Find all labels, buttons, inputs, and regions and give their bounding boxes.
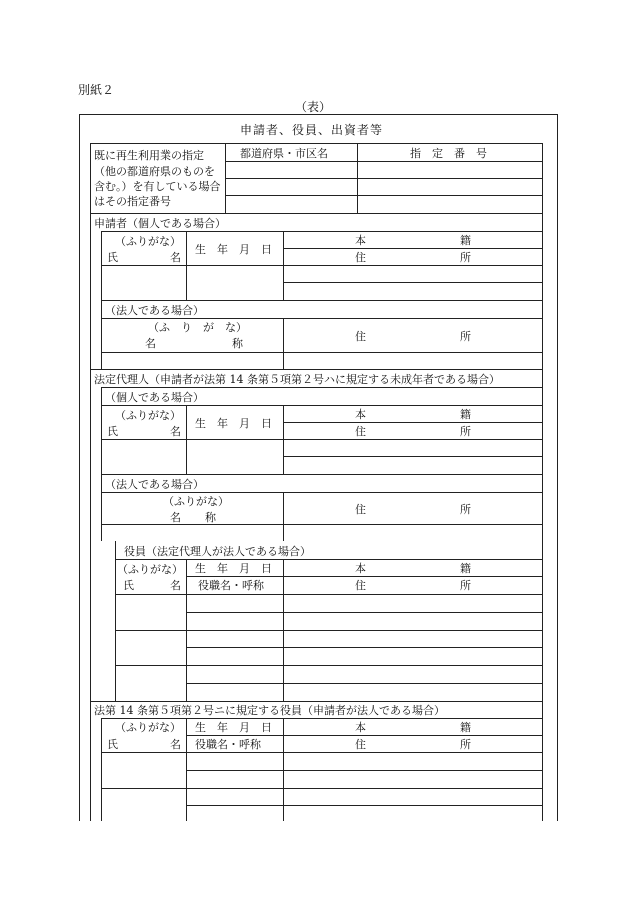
existing-desc-line4: はその指定番号 — [94, 195, 171, 208]
side-label: （表） — [295, 100, 332, 114]
applicant-corporate-furigana: （ふ り が な） — [148, 321, 247, 334]
applicant-name-mei: 名 — [170, 251, 181, 264]
applicant-corporate-name-sho: 称 — [232, 337, 243, 350]
officers-ni-domicile-seki: 籍 — [460, 721, 471, 734]
legal-rep-domicile-seki: 籍 — [460, 408, 471, 421]
applicant-address-sho: 所 — [460, 251, 471, 264]
designation-number-input-3[interactable] — [358, 196, 541, 212]
legal-rep-domicile-input[interactable] — [284, 440, 542, 455]
officers-ni-birthdate: 生 年 月 日 — [195, 721, 272, 734]
designation-pref-input-2[interactable] — [226, 179, 356, 194]
legal-rep-corporate-furigana: （ふりがな） — [163, 495, 229, 508]
legal-rep-furigana: （ふりがな） — [115, 409, 181, 422]
applicant-heading: 申請者（個人である場合） — [94, 217, 226, 230]
officers-ni-row-2[interactable] — [102, 789, 542, 820]
applicant-name-input[interactable] — [102, 266, 185, 299]
legal-rep-address-sho: 所 — [460, 425, 471, 438]
existing-desc-line2: （他の都道府県のものを — [94, 165, 215, 178]
col-prefecture: 都道府県・市区名 — [240, 147, 328, 160]
legal-rep-officer-address-sho: 所 — [460, 579, 471, 592]
legal-rep-officer-address-ju: 住 — [355, 579, 366, 592]
legal-rep-heading: 法定代理人（申請者が法第 14 条第５項第２号ハに規定する未成年者である場合） — [94, 373, 500, 386]
officers-ni-heading: 法第 14 条第５項第２号ニに規定する役員（申請者が法人である場合） — [94, 704, 445, 717]
legal-rep-officer-domicile-seki: 籍 — [460, 562, 471, 575]
applicant-corporate-address-ju: 住 — [355, 330, 366, 343]
applicant-corporate-address-input[interactable] — [284, 353, 542, 368]
applicant-corporate-heading: （法人である場合） — [105, 304, 204, 317]
applicant-address-input[interactable] — [284, 283, 542, 299]
legal-rep-officer-row-3[interactable] — [116, 666, 542, 700]
legal-rep-address-input[interactable] — [284, 457, 542, 473]
legal-rep-domicile-hon: 本 — [355, 408, 366, 421]
legal-rep-birthdate: 生 年 月 日 — [195, 417, 272, 430]
legal-rep-corporate-address-input[interactable] — [284, 525, 542, 540]
officers-ni-address-ju: 住 — [355, 738, 366, 751]
officers-ni-furigana: （ふりがな） — [115, 721, 181, 734]
legal-rep-name-input[interactable] — [102, 440, 185, 473]
applicant-name-shi: 氏 — [107, 251, 118, 264]
legal-rep-officer-name-mei: 名 — [170, 579, 181, 592]
legal-rep-corporate-address-sho: 所 — [460, 503, 471, 516]
applicant-corporate-name-mei: 名 — [145, 337, 156, 350]
legal-rep-officer-name-shi: 氏 — [123, 579, 134, 592]
col-designation-number: 指 定 番 号 — [410, 147, 487, 160]
legal-rep-officer-domicile-hon: 本 — [355, 562, 366, 575]
applicant-domicile-input[interactable] — [284, 266, 542, 281]
legal-rep-birthdate-input[interactable] — [187, 440, 282, 473]
officers-ni-domicile-hon: 本 — [355, 721, 366, 734]
legal-rep-corporate-name-input[interactable] — [102, 525, 282, 540]
officers-ni-name-shi: 氏 — [107, 738, 118, 751]
officers-ni-name-mei: 名 — [170, 738, 181, 751]
legal-rep-officer-row-1[interactable] — [116, 595, 542, 629]
applicant-furigana: （ふりがな） — [115, 235, 181, 248]
officers-ni-row-1[interactable] — [102, 753, 542, 787]
legal-rep-officer-position: 役職名・呼称 — [198, 579, 264, 592]
legal-rep-corporate-address-ju: 住 — [355, 503, 366, 516]
annex-label: 別紙２ — [78, 83, 115, 97]
form-title: 申請者、役員、出資者等 — [240, 123, 384, 137]
legal-rep-corporate-heading: （法人である場合） — [105, 478, 204, 491]
designation-number-input-1[interactable] — [358, 162, 541, 177]
designation-pref-input-1[interactable] — [226, 162, 356, 177]
legal-rep-officers-heading: 役員（法定代理人が法人である場合） — [124, 545, 311, 558]
applicant-corporate-address-sho: 所 — [460, 330, 471, 343]
officers-ni-address-sho: 所 — [460, 738, 471, 751]
existing-desc-line3: 含む。）を有している場合 — [94, 180, 221, 193]
legal-rep-name-shi: 氏 — [107, 425, 118, 438]
applicant-domicile-hon: 本 — [355, 234, 366, 247]
legal-rep-individual-heading: （個人である場合） — [105, 391, 204, 404]
legal-rep-address-ju: 住 — [355, 425, 366, 438]
legal-rep-corporate-name-sho: 称 — [205, 511, 216, 524]
legal-rep-name-mei: 名 — [170, 425, 181, 438]
existing-desc-line1: 既に再生利用業の指定 — [94, 149, 204, 162]
applicant-corporate-name-input[interactable] — [102, 353, 282, 368]
applicant-address-ju: 住 — [355, 251, 366, 264]
designation-number-input-2[interactable] — [358, 179, 541, 194]
designation-pref-input-3[interactable] — [226, 196, 356, 212]
applicant-birthdate-input[interactable] — [187, 266, 282, 299]
applicant-domicile-seki: 籍 — [460, 234, 471, 247]
officers-ni-position: 役職名・呼称 — [195, 738, 261, 751]
legal-rep-officer-birthdate: 生 年 月 日 — [195, 562, 272, 575]
applicant-birthdate: 生 年 月 日 — [195, 243, 272, 256]
legal-rep-corporate-name-mei: 名 — [170, 511, 181, 524]
legal-rep-officer-furigana: （ふりがな） — [117, 563, 183, 576]
legal-rep-officer-row-2[interactable] — [116, 631, 542, 664]
